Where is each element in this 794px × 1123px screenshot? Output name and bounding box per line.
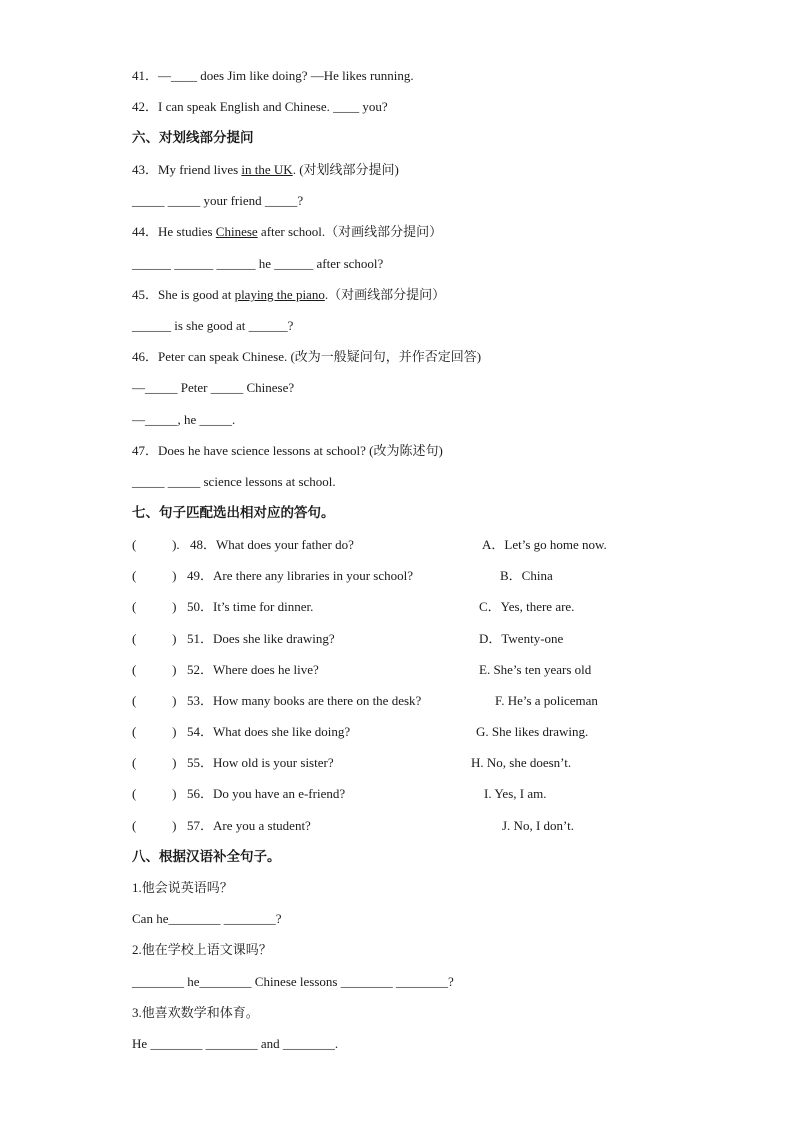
answer-bracket[interactable]: ( ): [132, 755, 177, 770]
question-41: 41．—____ does Jim like doing? —He likes running.: [132, 68, 414, 83]
answer-bracket[interactable]: ( ): [132, 786, 177, 801]
q43-instruction: . (对划线部分提问): [292, 162, 399, 177]
answer-bracket[interactable]: ( ).: [132, 537, 180, 552]
sentence-1-english: Can he________ ________?: [132, 911, 282, 926]
sentence-1-chinese: 1.他会说英语吗？: [132, 880, 233, 895]
question-47: 47．Does he have science lessons at school? (改为陈述句): [132, 443, 443, 458]
question-42: 42．I can speak English and Chinese. ____ you?: [132, 99, 388, 114]
answer-bracket[interactable]: ( ): [132, 724, 177, 739]
matching-answer: J. No, I don’t.: [502, 818, 574, 833]
matching-answer: A．Let’s go home now.: [482, 537, 607, 552]
matching-question: 48．What does your father do?: [190, 537, 354, 552]
answer-bracket[interactable]: ( ): [132, 662, 177, 677]
matching-answer: E. She’s ten years old: [479, 662, 592, 677]
sentence-3-chinese: 3.他喜欢数学和体育。: [132, 1005, 259, 1020]
question-46-answer-2: —_____, he _____.: [132, 412, 236, 427]
section-8-title: 八、根据汉语补全句子。: [132, 849, 281, 865]
sentence-3-english: He ________ ________ and ________.: [132, 1036, 339, 1051]
matching-question: 52．Where does he live?: [187, 662, 319, 677]
answer-bracket[interactable]: ( ): [132, 599, 177, 614]
matching-answer: B．China: [500, 568, 553, 583]
sentence-2-english: ________ he________ Chinese lessons ________ ________?: [132, 974, 454, 989]
q44-text: 44．He studies: [132, 224, 216, 239]
q45-instruction: .（对画线部分提问）: [324, 287, 446, 302]
q44-instruction: after school.（对画线部分提问）: [257, 224, 443, 239]
matching-question: 54．What does she like doing?: [187, 724, 351, 739]
matching-answer: H. No, she doesn’t.: [471, 755, 572, 770]
matching-question: 50．It’s time for dinner.: [187, 599, 314, 614]
q45-text: 45．She is good at: [132, 287, 235, 302]
question-44-answer: ______ ______ ______ he ______ after school?: [132, 256, 384, 271]
question-43-answer: _____ _____ your friend _____?: [132, 193, 304, 208]
answer-bracket[interactable]: ( ): [132, 693, 177, 708]
q44-underlined: Chinese: [215, 224, 258, 239]
question-44: [132, 224, 442, 240]
question-45-answer: ______ is she good at ______?: [132, 318, 294, 333]
sentence-2-chinese: 2.他在学校上语文课吗？: [132, 942, 272, 957]
q45-underlined: playing the piano: [234, 287, 325, 302]
matching-question: 55．How old is your sister?: [187, 755, 334, 770]
answer-bracket[interactable]: ( ): [132, 818, 177, 833]
matching-question: 56．Do you have an e-friend?: [187, 786, 346, 801]
matching-answer: I. Yes, I am.: [484, 786, 547, 801]
question-46: 46．Peter can speak Chinese. (改为一般疑问句，并作否定回答): [132, 349, 482, 364]
question-45: [132, 287, 445, 303]
matching-answer: G. She likes drawing.: [476, 724, 589, 739]
matching-question: 57．Are you a student?: [187, 818, 311, 833]
answer-bracket[interactable]: ( ): [132, 631, 177, 646]
matching-question: 53．How many books are there on the desk?: [187, 693, 422, 708]
question-47-answer: _____ _____ science lessons at school.: [132, 474, 336, 489]
question-43: [132, 162, 399, 178]
matching-answer: F. He’s a policeman: [495, 693, 598, 708]
matching-question: 51．Does she like drawing?: [187, 631, 335, 646]
answer-bracket[interactable]: ( ): [132, 568, 177, 583]
matching-answer: C．Yes, there are.: [479, 599, 575, 614]
matching-question: 49．Are there any libraries in your school?: [187, 568, 413, 583]
matching-answer: D．Twenty-one: [479, 631, 564, 646]
q43-text: 43．My friend lives: [132, 162, 242, 177]
question-46-answer-1: —_____ Peter _____ Chinese?: [132, 380, 295, 395]
q43-underlined: in the UK: [241, 162, 293, 177]
section-6-title: 六、对划线部分提问: [132, 130, 254, 146]
section-7-title: 七、句子匹配选出相对应的答句。: [132, 505, 335, 521]
